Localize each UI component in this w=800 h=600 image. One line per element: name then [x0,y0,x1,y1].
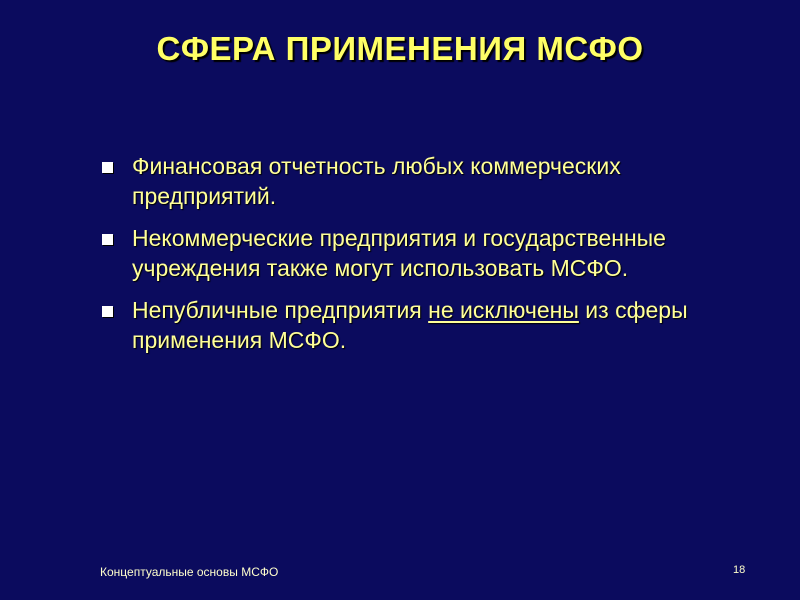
bullet-item-financial-reporting [100,151,720,211]
page-number: 18 [733,564,746,576]
bullet-text-before: Непубличные предприятия [132,297,429,323]
bullet-text-after: из сферы применения МСФО. [132,297,688,353]
bullet-list [100,151,720,367]
slide-title: СФЕРА ПРИМЕНЕНИЯ МСФО [156,30,644,67]
bullet-text: Некоммерческие предприятия и государственные учреждения также могут использовать МСФО. [132,225,666,281]
bullet-text-underlined: не исключены [428,297,579,323]
bullet-item-nonpublic [100,295,720,355]
square-bullet-icon [102,306,113,317]
square-bullet-icon [102,234,113,245]
square-bullet-icon [102,162,113,173]
bullet-text: Финансовая отчетность любых коммерческих предприятий. [132,153,621,209]
bullet-item-nonprofit [100,223,720,283]
footer-text: Концептуальные основы МСФО [100,565,279,579]
